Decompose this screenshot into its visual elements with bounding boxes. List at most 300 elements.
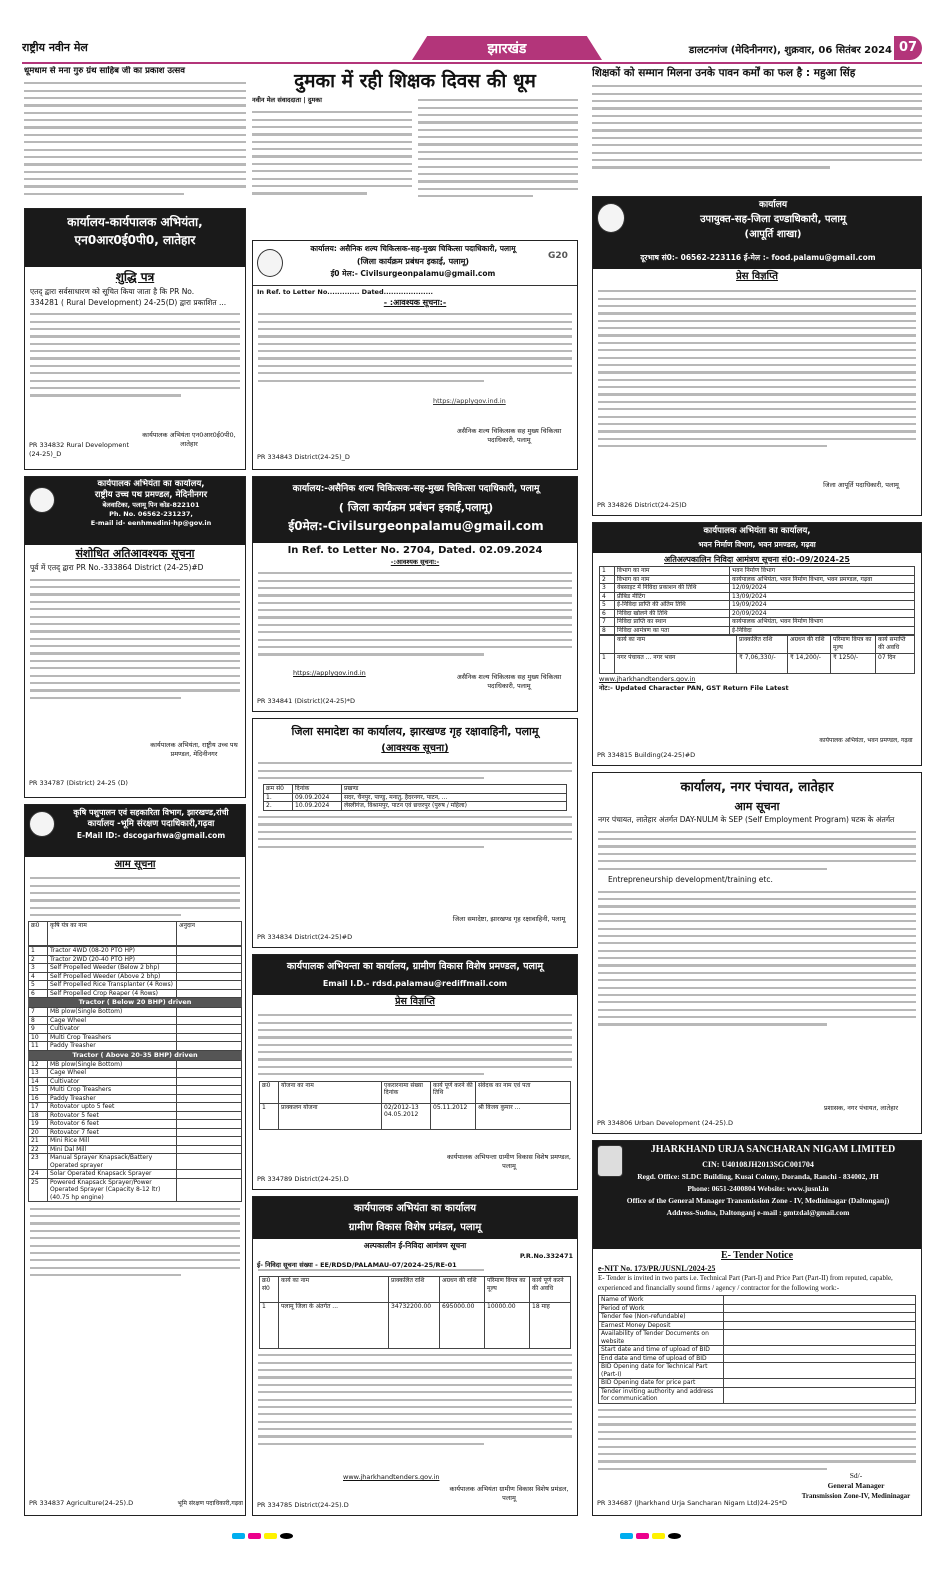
- ad2-office: कार्यपालक अभियंता का कार्यालय,: [97, 479, 205, 489]
- ad3-col-grant: अनुदान: [177, 922, 242, 946]
- ad10-col-fee: परिमाण विपत्र का मूल्य: [831, 636, 876, 654]
- table-row: [29, 1060, 242, 1069]
- ad6-col-block: प्रखण्ड: [342, 785, 567, 794]
- table-row: [599, 1321, 916, 1330]
- ad12-sign3: Transmission Zone-IV, Medininagar: [801, 1492, 911, 1500]
- ad10-work-cost: ₹ 7,06,330/-: [737, 654, 788, 674]
- item-name: Self Propelled Weeder (Above 2 bhp): [48, 972, 177, 981]
- color-swatch: [264, 1533, 277, 1539]
- ad5-header: [253, 477, 577, 543]
- item-no: 18: [29, 1111, 48, 1120]
- info-label: विभाग का नाम: [615, 567, 730, 576]
- ad10-header: [593, 523, 921, 553]
- ad7-footer-pr: PR 334789 District(24-25).D: [257, 1175, 349, 1183]
- ad5-sign: असैनिक शल्य चिकित्सक सह मुख्य चिकित्सा पदाधिकारी, पलामू: [456, 673, 562, 690]
- ad8-row-emd: 695000.00: [440, 1303, 485, 1349]
- item-name: Self Propelled Weeder (Below 2 bhp): [48, 964, 177, 973]
- tender-field: Tender inviting authority and address for communication: [599, 1387, 724, 1403]
- info-no: 7: [600, 618, 615, 627]
- g20-logo: G20: [548, 251, 568, 261]
- ad8-intro: [253, 1269, 577, 1271]
- table-row: [599, 1354, 916, 1363]
- ad8-row-no: 1: [260, 1303, 279, 1349]
- item-name: Mini Dal Mill: [48, 1145, 177, 1154]
- ad12-company: JHARKHAND URJA SANCHARAN NIGAM LIMITED: [650, 1144, 896, 1155]
- ad7-row-agency: श्री विजय कुमार ...: [476, 1103, 571, 1129]
- ad3-intro: [25, 877, 245, 916]
- table-row: [29, 1145, 242, 1154]
- ad5-title: -:आवश्यक सूचना:-: [390, 558, 440, 566]
- ad10-footer-pr: PR 334815 Building(24-25)#D: [597, 751, 696, 759]
- item-no: 6: [29, 989, 48, 998]
- ad10-work-emd: ₹ 14,200/-: [788, 654, 831, 674]
- ad10-col-emd: अग्रधन की राशि: [788, 636, 831, 654]
- item-no: 8: [29, 1016, 48, 1025]
- ad8-row-time: 18 माह: [530, 1303, 571, 1349]
- item-no: 7: [29, 1008, 48, 1017]
- color-swatch: [668, 1533, 681, 1539]
- page-number: 07: [894, 36, 922, 60]
- ad4-title: - :आवश्यक सूचना:-: [383, 298, 447, 307]
- info-value: 12/09/2024: [730, 584, 915, 593]
- ad8-row-name: पलामू जिला के अंतर्गत ...: [279, 1303, 389, 1349]
- info-value: 20/09/2024: [730, 609, 915, 618]
- ad3-col-name: कृषि यंत्र का नाम: [48, 922, 177, 946]
- ad11-text: नगर पंचायत, लातेहार अंतर्गत DAY-NULM के SEP (Self Employment Program) घटक के अंतर्गत: [598, 815, 895, 824]
- ad11-footer-pr: PR 334806 Urban Development (24-25).D: [597, 1119, 733, 1127]
- ad8-ref: ई- निविदा सूचना संख्या - EE/RDSD/PALAMAU-07/2024-25/RE-01: [257, 1260, 457, 1269]
- ad9-sign: जिला आपूर्ति पदाधिकारी, पलामू: [823, 481, 899, 489]
- item-grant: [177, 1178, 242, 1202]
- item-grant: [177, 1120, 242, 1129]
- ad1-text2: 334281 ( Rural Development) 24-25(D) द्वारा प्रकाशित ...: [30, 297, 227, 307]
- ad3-footer-pr: PR 334837 Agriculture(24-25).D: [29, 1499, 134, 1507]
- item-no: 5: [29, 981, 48, 990]
- tender-value: [724, 1313, 916, 1322]
- table-row: [29, 1077, 242, 1086]
- ad8-pr-no: P.R.No.332471: [519, 1251, 573, 1260]
- ad11-list: [598, 891, 916, 1026]
- ad10-work-no: 1: [600, 654, 615, 674]
- ad6-title: (आवश्यक सूचना): [381, 743, 449, 754]
- table-row: [29, 1128, 242, 1137]
- ad4-url: https://applygov.ind.in: [433, 397, 506, 405]
- ad4-header: [253, 241, 577, 286]
- table-row: [29, 1008, 242, 1017]
- ad3-table: [28, 921, 242, 946]
- ad4-footer-pr: PR 334843 District(24-25)_D: [257, 453, 350, 461]
- table-row: [29, 981, 242, 990]
- ad8-col-time: कार्य पूर्ण करने की अवधि: [530, 1277, 571, 1303]
- ad6-row2-block: लेस्लीगंज, विश्रामपुर, पाटन एवं छत्तरपुर (पुरुष / महिला): [342, 802, 567, 811]
- ad-supply-palamu: [592, 196, 922, 516]
- ad8-table: [259, 1276, 571, 1349]
- ad3-table-wrap: [25, 921, 245, 1202]
- jharkhand-emblem-icon: [257, 249, 283, 277]
- info-label: निविदा आमंत्रण का पता: [615, 626, 730, 635]
- ad2-footer-pr: PR 334787 (District) 24-25 (D): [29, 779, 128, 787]
- ad3-dept: कृषि पशुपालन एवं सहकारिता विभाग, झारखण्ड,रांची: [73, 808, 229, 817]
- item-grant: [177, 1145, 242, 1154]
- ad4-email: ई0 मेल:- Civilsurgeonpalamu@gmail.com: [330, 269, 496, 278]
- item-no: 12: [29, 1060, 48, 1069]
- ad10-col-time: कार्य समाप्ति की अवधि: [876, 636, 915, 654]
- ad7-col-date: कार्य पूर्ण करने की तिथि: [431, 1081, 476, 1103]
- ad1-text1: एतद् द्वारा सर्वसाधारण को सूचित किया जाता है कि PR No.: [30, 287, 195, 296]
- ad7-sign: कार्यपालक अभियन्ता ग्रामीण विकास विशेष प्रमण्डल, पलामू: [446, 1153, 571, 1170]
- ad10-title: अतिअल्पकालिन निविदा आमंत्रण सूचना सं0:-09/2024-25: [664, 555, 850, 564]
- ad2-email: E-mail id- eenhmedini-hp@gov.in: [90, 519, 212, 527]
- ad12-header: [593, 1141, 921, 1249]
- ad7-col-agency: संवेदक का नाम एवं पता: [476, 1081, 571, 1103]
- ad8-conditions: [253, 1354, 577, 1445]
- tender-value: [724, 1296, 916, 1305]
- item-grant: [177, 1137, 242, 1146]
- ad6-row1-date: 09.09.2024: [293, 793, 342, 802]
- table-row: [29, 947, 242, 956]
- ad6-row2-no: 2.: [264, 802, 293, 811]
- table-row: [600, 618, 915, 627]
- ad-nagar-panchayat-latehar: [592, 772, 922, 1134]
- tender-value: [724, 1354, 916, 1363]
- info-value: 19/09/2024: [730, 601, 915, 610]
- ad12-notes: [593, 1409, 921, 1470]
- ad1-sign: कार्यपालक अभियंता एन0आर0ई0पी0, लातेहार: [142, 431, 236, 448]
- ad-home-guard-palamu: [252, 718, 578, 948]
- item-no: 19: [29, 1120, 48, 1129]
- ad12-title: E- Tender Notice: [720, 1250, 794, 1261]
- ad6-footer-pr: PR 334834 District(24-25)#D: [257, 933, 353, 941]
- ad8-sign: कार्यपालक अभियंता ग्रामीण विकास विशेष प्रमंडल, पलामू: [449, 1485, 569, 1502]
- table-row: [29, 1120, 242, 1129]
- ad1-header: [25, 209, 245, 267]
- ad3-notes: [25, 1208, 245, 1277]
- item-no: 14: [29, 1077, 48, 1086]
- ad10-col-cost: प्राक्कलित राशि: [737, 636, 788, 654]
- item-name: Cage Wheel: [48, 1016, 177, 1025]
- item-no: 9: [29, 1025, 48, 1034]
- item-name: Tractor 4WD (08-20 PTO HP): [48, 947, 177, 956]
- ad12-regd: Regd. Office: SLDC Building, Kusai Colony, Doranda, Ranchi - 834002, JH: [637, 1172, 879, 1181]
- ad12-phone: Phone: 0651-2400804 Website: www.jusnl.in: [687, 1184, 829, 1193]
- item-grant: [177, 1094, 242, 1103]
- news-center-col1: [252, 106, 412, 200]
- tender-field: Availability of Tender Documents on website: [599, 1330, 724, 1346]
- item-name: Solar Operated Knapsack Sprayer: [48, 1170, 177, 1179]
- item-name: Self Propelled Rice Transplanter (4 Rows): [48, 981, 177, 990]
- ad7-title: प्रेस विज्ञप्ति: [395, 996, 435, 1007]
- tender-value: [724, 1304, 916, 1313]
- tender-field: Tender fee (Non-refundable): [599, 1313, 724, 1322]
- ad5-office: कार्यालय:-असैनिक शल्य चिकित्सक-सह-मुख्य चिकित्सा पदाधिकारी, पलामू: [292, 484, 540, 494]
- item-name: Multi Crop Treashers: [48, 1086, 177, 1095]
- item-name: Cultivator: [48, 1077, 177, 1086]
- tender-value: [724, 1379, 916, 1388]
- ad6-table: [263, 784, 567, 811]
- table-row: [29, 1137, 242, 1146]
- item-name: MB plow(Single Bottom): [48, 1008, 177, 1017]
- item-name: Self Propelled Crop Reaper (4 Rows): [48, 989, 177, 998]
- ad5-email: ई0मेल:-Civilsurgeonpalamu@gmail.com: [288, 519, 544, 533]
- table-row: [29, 964, 242, 973]
- item-grant: [177, 1086, 242, 1095]
- ad10-url: www.jharkhandtenders.gov.in: [599, 675, 696, 683]
- ad10-work-fee: ₹ 1250/-: [831, 654, 876, 674]
- item-grant: [177, 1077, 242, 1086]
- news-right-headline: शिक्षकों को सम्मान मिलना उनके पावन कर्मों का फल है : महुआ सिंह: [592, 67, 856, 79]
- item-grant: [177, 1008, 242, 1017]
- table-row: [29, 1025, 242, 1034]
- item-no: 11: [29, 1042, 48, 1051]
- ad7-row-no: 1: [260, 1103, 279, 1129]
- ad4-sign: असैनिक शल्य चिकित्सक सह मुख्य चिकित्सा पदाधिकारी, पलामू: [456, 427, 562, 444]
- ad3-section-below20: Tractor ( Below 20 BHP) driven: [28, 998, 242, 1007]
- item-name: Powered Knapsack Sprayer/Power Operated Sprayer (Capacity 8-12 ltr) (40.75 hp engine): [48, 1178, 177, 1202]
- government-emblem-icon: [29, 487, 55, 513]
- ad3-table-below20: [28, 1007, 242, 1051]
- ad1-body: [30, 313, 240, 396]
- ad4-office: कार्यालय: असैनिक शल्य चिकित्सक-सह-मुख्य चिकित्सा पदाधिकारी, पलामू: [310, 244, 516, 253]
- ad8-col-no: क्र0 सं0: [260, 1277, 279, 1303]
- info-label: वेबसाइट में निविदा प्रकाशन की तिथि: [615, 584, 730, 593]
- jharkhand-emblem-icon: [29, 811, 55, 837]
- item-no: 3: [29, 964, 48, 973]
- table-row: [29, 1033, 242, 1042]
- table-row: [29, 1069, 242, 1078]
- table-row: [599, 1313, 916, 1322]
- info-label: निविदा खोलने की तिथि: [615, 609, 730, 618]
- ad12-cin: CIN: U40108JH2013SGC001704: [702, 1160, 814, 1169]
- ad10-sign: कार्यपालक अभियंता, भवन प्रमण्डल, गढ़वा: [819, 737, 913, 744]
- tender-field: Earnest Money Deposit: [599, 1321, 724, 1330]
- ad3-header: [25, 805, 245, 857]
- ad3-office: कार्यालय -भूमि संरक्षण पदाधिकारी,गढ़वा: [87, 819, 215, 829]
- ad11-title: आम सूचना: [734, 800, 780, 813]
- ad3-table-top: [28, 946, 242, 998]
- ad-jusnl-tender: [592, 1140, 922, 1516]
- ad4-unit: (जिला कार्यक्रम प्रबंधन इकाई, पलामू): [356, 257, 470, 266]
- info-no: 1: [600, 567, 615, 576]
- ad9-title: प्रेस विज्ञप्ति: [736, 271, 778, 282]
- ad5-unit: ( जिला कार्यक्रम प्रबंधन इकाई,पलामू): [338, 501, 494, 514]
- info-value: ई-निविदा: [730, 626, 915, 635]
- table-row: [29, 972, 242, 981]
- ad3-sign: भूमि संरक्षण पदाधिकारी,गढ़वा: [177, 1500, 243, 1507]
- ad-nrep-latehar: [24, 208, 246, 470]
- ad2-phone: Ph. No. 06562-231237,: [109, 510, 193, 518]
- table-row: [600, 626, 915, 635]
- item-grant: [177, 981, 242, 990]
- ad2-dept: राष्ट्रीय उच्च पथ प्रमण्डल, मेदिनीनगर: [94, 490, 208, 500]
- ad11-body: [598, 831, 916, 870]
- ad7-col-name: योजना का नाम: [279, 1081, 382, 1103]
- ad-civil-surgeon-1: [252, 240, 578, 470]
- ad-civil-surgeon-2: [252, 476, 578, 712]
- publication-logo: राष्ट्रीय नवीन मेल: [22, 41, 88, 54]
- ad-rural-dev-etender: [252, 1196, 578, 1516]
- ad2-address: बेलवाटिका, पलामू पिन कोड-822101: [102, 501, 200, 509]
- jharkhand-emblem-icon: [597, 203, 625, 233]
- ad3-title: आम सूचना: [114, 859, 156, 870]
- table-row: [29, 1154, 242, 1170]
- news-left: [24, 66, 246, 206]
- tender-value: [724, 1363, 916, 1379]
- ad-building-garhwa: [592, 522, 922, 766]
- item-no: 15: [29, 1086, 48, 1095]
- news-right: [592, 66, 922, 192]
- info-value: कार्यपालक अभियंता, भवन निर्माण विभाग: [730, 618, 915, 627]
- ad5-footer-pr: PR 334841 (District)(24-25)*D: [257, 697, 356, 705]
- ad6-row2-date: 10.09.2024: [293, 802, 342, 811]
- ad8-notice: अल्पकालीन ई-निविदा आमंत्रण सूचना: [363, 1241, 467, 1250]
- ad9-branch: (आपूर्ति शाखा): [744, 229, 802, 240]
- item-grant: [177, 964, 242, 973]
- ad12-nit: e-NIT No. 173/PR/JUSNL/2024-25: [598, 1264, 716, 1273]
- news-center-lead: नवीन मेल संवाददाता | दुमका: [252, 96, 322, 104]
- table-row: [600, 575, 915, 584]
- item-grant: [177, 972, 242, 981]
- color-swatch: [280, 1533, 293, 1539]
- ad6-col-no: क्रम सं0: [264, 785, 293, 794]
- ad7-row-agree: 02/2012-13 04.05.2012: [382, 1103, 431, 1129]
- table-row: [600, 609, 915, 618]
- ad6-col-date: दिनांक: [293, 785, 342, 794]
- ad12-footer-pr: PR 334687 (Jharkhand Urja Sancharan Nigam Ltd)24-25*D: [597, 1499, 787, 1507]
- ad4-ref: In Ref. to Letter No............. Dated....................: [257, 288, 434, 296]
- table-row: [599, 1304, 916, 1313]
- ad7-row-name: प्राक्कलन योजना: [279, 1103, 382, 1129]
- item-no: 25: [29, 1178, 48, 1202]
- ad7-row-date: 05.11.2012: [431, 1103, 476, 1129]
- ad11-office: कार्यालय, नगर पंचायत, लातेहार: [680, 780, 834, 795]
- table-row: [599, 1346, 916, 1355]
- item-grant: [177, 1025, 242, 1034]
- ad3-col-no: क्र0: [29, 922, 48, 946]
- ad7-table: [259, 1081, 571, 1130]
- ad7-office: कार्यपालक अभियन्ता का कार्यालय, ग्रामीण विकास विशेष प्रमण्डल, पलामू: [286, 961, 544, 972]
- table-row: [600, 592, 915, 601]
- ad8-dept: ग्रामीण विकास विशेष प्रमंडल, पलामू: [348, 1222, 482, 1233]
- ad8-col-cost: प्राक्कलित राशि: [389, 1277, 440, 1303]
- tender-value: [724, 1387, 916, 1403]
- item-no: 1: [29, 947, 48, 956]
- item-name: Rotovator 7 feet: [48, 1128, 177, 1137]
- ad9-contact: दूरभाष सं0:- 06562-223116 ई-मेल :- food.palamu@gmail.com: [640, 253, 876, 262]
- ad1-office: कार्यालय-कार्यपालक अभियंता,: [67, 215, 203, 229]
- ad10-dept: भवन निर्माण विभाग, भवन प्रमण्डल, गढ़वा: [698, 540, 816, 549]
- table-row: [29, 1178, 242, 1202]
- info-no: 6: [600, 609, 615, 618]
- info-label: ई-निविदा प्राप्ति की अंतिम तिथि: [615, 601, 730, 610]
- item-name: Mini Rice Mill: [48, 1137, 177, 1146]
- news-right-body: [592, 85, 922, 168]
- tender-value: [724, 1321, 916, 1330]
- table-row: [29, 1086, 242, 1095]
- news-center-col2: [418, 94, 578, 202]
- masthead: [22, 36, 922, 62]
- ad6-row1-block: सदर, चैनपुर, पाण्डु, मनातु, हैदरनगर, पाटन, ...: [342, 793, 567, 802]
- item-name: Rotovator 5 feet: [48, 1111, 177, 1120]
- ad10-info-table: [599, 566, 915, 635]
- table-row: [599, 1379, 916, 1388]
- table-row: [599, 1363, 916, 1379]
- color-registration-bar: [22, 1524, 922, 1548]
- item-grant: [177, 1170, 242, 1179]
- info-no: 3: [600, 584, 615, 593]
- item-name: Tractor 2WD (20-40 PTO HP): [48, 955, 177, 964]
- info-no: 8: [600, 626, 615, 635]
- ad10-office: कार्यपालक अभियंता का कार्यालय,: [703, 526, 811, 536]
- ad8-col-emd: अग्रधन की राशि: [440, 1277, 485, 1303]
- ad6-intro: [253, 762, 577, 779]
- table-row: [29, 1170, 242, 1179]
- table-row: [599, 1296, 916, 1305]
- table-row: [599, 1387, 916, 1403]
- ad-nh-medininagar: [24, 476, 246, 798]
- ad7-body: [253, 1014, 577, 1075]
- info-value: भवन निर्माण विभाग: [730, 567, 915, 576]
- item-no: 20: [29, 1128, 48, 1137]
- table-row: [29, 1094, 242, 1103]
- info-no: 2: [600, 575, 615, 584]
- item-grant: [177, 1069, 242, 1078]
- tender-field: Name of Work: [599, 1296, 724, 1305]
- ad10-note: नोट:- Updated Character PAN, GST Return File Latest: [599, 684, 789, 692]
- item-name: Manual Sprayer Knapsack/Battery Operated sprayer: [48, 1154, 177, 1170]
- ad2-sign: कार्यपालक अभियंता, राष्ट्रीय उच्च पथ प्रमण्डल, मेदिनीनगर: [150, 741, 238, 758]
- item-no: 2: [29, 955, 48, 964]
- ad-rural-dev-press: [252, 954, 578, 1190]
- news-left-headline: धूमधाम से मना गुरु ग्रंथ साहिब जी का प्रकाश उत्सव: [24, 66, 185, 76]
- ad10-work-name: नगर पंचायत ... नगर भवन: [615, 654, 737, 674]
- item-name: Paddy Treasher: [48, 1094, 177, 1103]
- ad9-body: [593, 290, 921, 447]
- tender-value: [724, 1330, 916, 1346]
- item-grant: [177, 1033, 242, 1042]
- item-name: Multi Crop Treashers: [48, 1033, 177, 1042]
- info-label: विभाग का नाम: [615, 575, 730, 584]
- ad8-col-name: कार्य का नाम: [279, 1277, 389, 1303]
- ad8-url: www.jharkhandtenders.gov.in: [343, 1473, 440, 1481]
- item-no: 24: [29, 1170, 48, 1179]
- ad10-work-table: [599, 635, 915, 674]
- info-value: कार्यपालक अभियंता, भवन निर्माण विभाग, भवन प्रमण्डल, गढ़वा: [730, 575, 915, 584]
- ad12-sign2: General Manager: [827, 1481, 885, 1490]
- item-no: 4: [29, 972, 48, 981]
- ad5-ref: In Ref. to Letter No. 2704, Dated. 02.09.2024: [287, 545, 543, 556]
- ad4-body: [253, 313, 577, 382]
- info-label: निविदा प्राप्ति का स्थान: [615, 618, 730, 627]
- masthead-rule: [22, 62, 922, 64]
- item-grant: [177, 955, 242, 964]
- ad3-email: E-Mail ID:- dscogarhwa@gmail.com: [76, 831, 226, 840]
- news-center-headline: दुमका में रही शिक्षक दिवस की धूम: [294, 70, 536, 92]
- item-no: 17: [29, 1103, 48, 1112]
- color-swatch: [232, 1533, 245, 1539]
- color-swatch: [652, 1533, 665, 1539]
- item-grant: [177, 1128, 242, 1137]
- table-row: [29, 1016, 242, 1025]
- ad6-body: [253, 816, 577, 848]
- ad3-section-above20: Tractor ( Above 20-35 BHP) driven: [28, 1051, 242, 1060]
- info-no: 4: [600, 592, 615, 601]
- item-name: MB plow(Single Bottom): [48, 1060, 177, 1069]
- info-label: प्रीबिड मीटिंग: [615, 592, 730, 601]
- item-no: 21: [29, 1137, 48, 1146]
- ad12-address: Address-Sudna, Daltonganj e-mail : gmtzdal@gmail.com: [666, 1208, 850, 1217]
- ad6-office: जिला समादेष्टा का कार्यालय, झारखण्ड गृह रक्षावाहिनी, पलामू: [291, 725, 539, 738]
- ad10-work-time: 07 दिन: [876, 654, 915, 674]
